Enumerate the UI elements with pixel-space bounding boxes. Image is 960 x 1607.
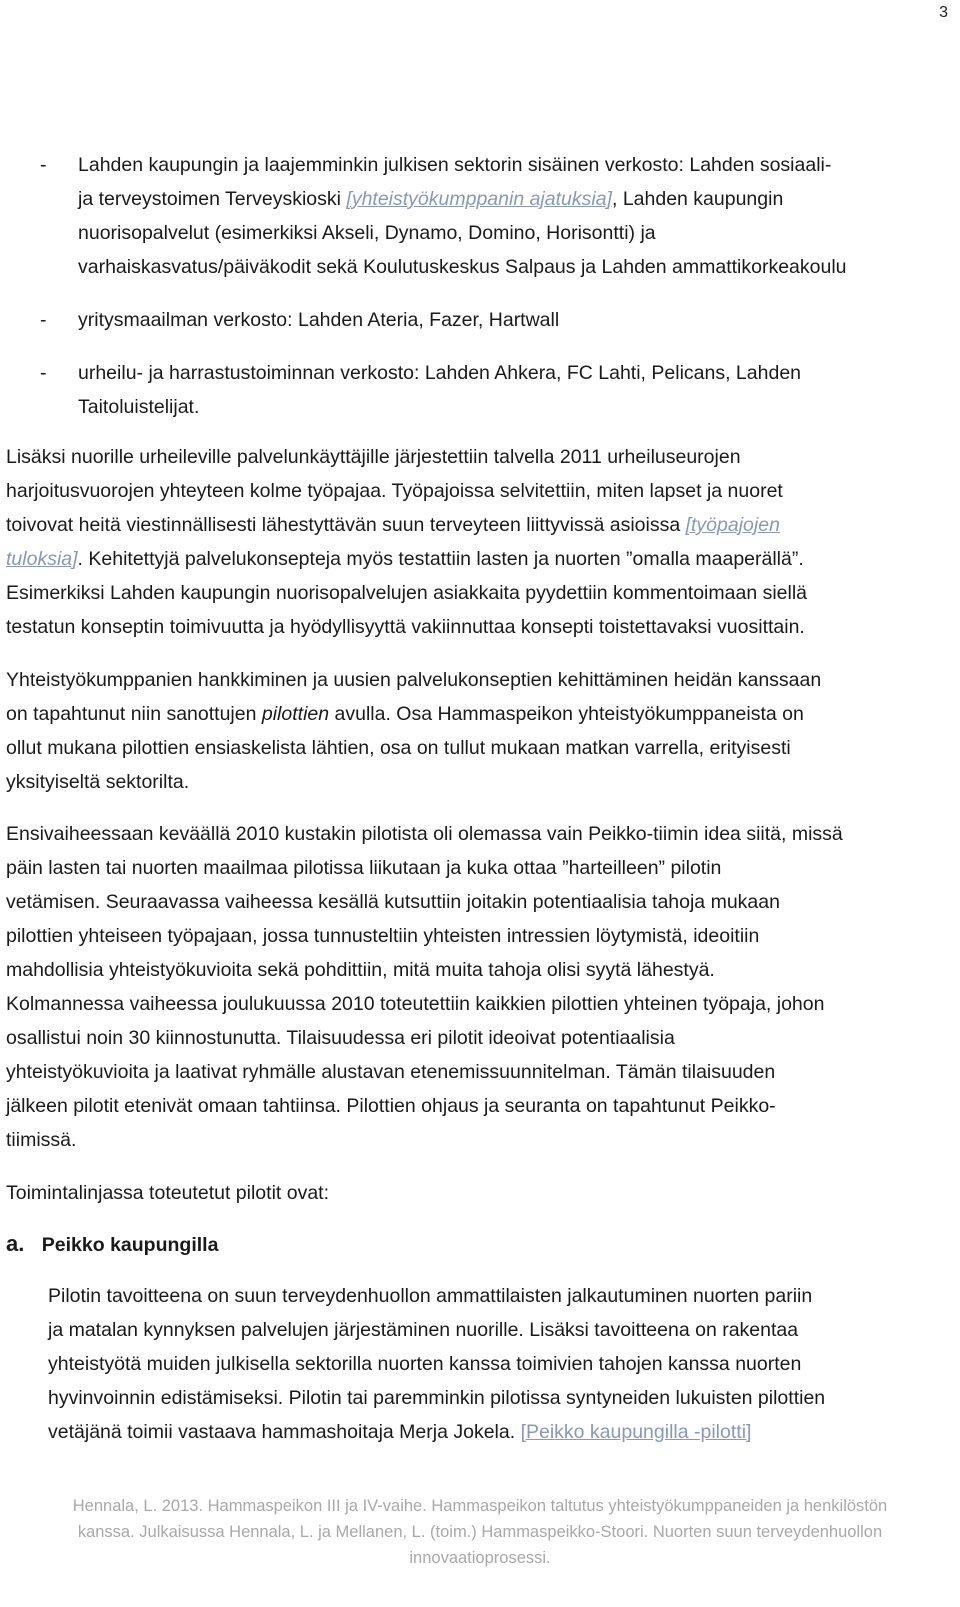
footer-line: Hennala, L. 2013. Hammaspeikon III ja IV-vaihe. Hammaspeikon taltutus yhteistyökumppaneiden ja henkilöstön xyxy=(72,1497,888,1515)
footer-citation xyxy=(0,1493,960,1571)
text-span: urheilu- ja harrastustoiminnan verkosto: Lahden Ahkera, FC Lahti, Pelicans, Lahden xyxy=(78,362,802,384)
text-span: pilottien yhteiseen työpajaan, jossa tunnusteltiin yhteisten intressien löytymistä, ideoitiin xyxy=(6,925,760,947)
bullet-dash: - xyxy=(40,309,47,331)
text-line xyxy=(6,1061,775,1084)
text-line xyxy=(6,514,780,537)
text-line xyxy=(78,216,656,250)
text-span: nuorisopalvelut (esimerkiksi Akseli, Dynamo, Domino, Horisontti) ja xyxy=(78,222,656,244)
bullet-dash: - xyxy=(40,154,47,176)
text-line xyxy=(6,1027,675,1050)
text-span: yritysmaailman verkosto: Lahden Ateria, Fazer, Hartwall xyxy=(78,309,560,331)
text-span: , Lahden kaupungin xyxy=(611,188,784,210)
text-span: yhteistyökuvioita ja laativat ryhmälle alustavan etenemissuunnitelman. Tämän tilaisuuden xyxy=(6,1061,776,1083)
text-line xyxy=(6,446,741,469)
text-span: päin lasten tai nuorten maailmaa pilotissa liikutaan ja kuka ottaa ”harteilleen” pilotin xyxy=(6,857,722,879)
text-line xyxy=(6,616,805,639)
text-line xyxy=(6,1182,329,1205)
text-span: Pilotin tavoitteena on suun terveydenhuollon ammattilaisten jalkautuminen nuorten pariin xyxy=(48,1285,813,1307)
text-line xyxy=(6,737,791,760)
text-line xyxy=(48,1353,801,1376)
text-line xyxy=(78,182,783,216)
text-line xyxy=(78,250,847,284)
section-letter: a. xyxy=(6,1231,25,1256)
link-peikko-kaupungilla-pilotti[interactable]: [Peikko kaupungilla -pilotti] xyxy=(520,1421,752,1443)
text-line xyxy=(78,148,831,182)
footer-line: kanssa. Julkaisussa Hennala, L. ja Mellanen, L. (toim.) Hammaspeikko-Stoori. Nuorten suun terveydenhuollon xyxy=(77,1523,883,1541)
text-span: ja terveystoimen Terveyskioski xyxy=(78,188,347,210)
text-span: ja matalan kynnyksen palvelujen järjestäminen nuorille. Lisäksi tavoitteena on rakentaa xyxy=(48,1319,799,1341)
text-span: Taitoluistelijat. xyxy=(78,396,200,418)
text-line xyxy=(48,1319,798,1342)
text-span: Lisäksi nuorille urheileville palvelunkäyttäjille järjestettiin talvella 2011 urheiluseurojen xyxy=(6,446,741,468)
text-span: hyvinvoinnin edistämiseksi. Pilotin tai paremminkin pilotissa syntyneiden lukuisten pilottien xyxy=(48,1387,826,1409)
text-span: yhteistyötä muiden julkisella sektorilla nuorten kanssa toimivien tahojen kanssa nuorten xyxy=(48,1353,802,1375)
text-span: vetäjänä toimii vastaava hammashoitaja Merja Jokela. xyxy=(48,1421,521,1443)
text-line xyxy=(6,480,783,503)
text-span: tiimissä. xyxy=(6,1129,77,1151)
text-line xyxy=(6,548,804,571)
text-line xyxy=(6,857,721,880)
text-span: Esimerkiksi Lahden kaupungin nuorisopalvelujen asiakkaita pyydettiin kommentoimaan siellä xyxy=(6,582,808,604)
text-line xyxy=(48,1421,751,1444)
text-line xyxy=(48,1285,812,1308)
link-yhteistyokumppanin-ajatuksia[interactable]: [yhteistyökumppanin ajatuksia] xyxy=(346,188,612,210)
text-span: Toimintalinjassa toteutetut pilotit ovat: xyxy=(6,1182,330,1204)
footer-line: innovaatioprosessi. xyxy=(409,1549,551,1567)
text-line xyxy=(6,891,780,914)
text-line xyxy=(6,1095,776,1118)
text-line xyxy=(6,703,804,726)
text-line xyxy=(6,582,807,605)
text-line xyxy=(6,669,821,692)
text-span: osallistui noin 30 kiinnostunutta. Tilaisuudessa eri pilotit ideoivat potentiaalisia xyxy=(6,1027,675,1049)
emphasis-pilottien: pilottien xyxy=(261,703,330,725)
text-span: . Kehitettyjä palvelukonsepteja myös testattiin lasten ja nuorten ”omalla maaperällä”. xyxy=(77,548,804,570)
text-line xyxy=(48,1387,825,1410)
text-span: jälkeen pilotit etenivät omaan tahtiinsa. Pilottien ohjaus ja seuranta on tapahtunut Peikko- xyxy=(6,1095,776,1117)
section-title: Peikko kaupungilla xyxy=(41,1234,219,1256)
text-line xyxy=(78,303,559,337)
section-heading xyxy=(6,1231,218,1257)
text-line xyxy=(78,390,199,424)
page-number: 3 xyxy=(939,4,948,21)
text-span: Ensivaiheessaan keväällä 2010 kustakin pilotista oli olemassa vain Peikko-tiimin idea siitä, missä xyxy=(6,823,843,845)
text-span: yksityiseltä sektorilta. xyxy=(6,771,190,793)
text-span: harjoitusvuorojen yhteyteen kolme työpajaa. Työpajoissa selvitettiin, miten lapset ja nuoret xyxy=(6,480,783,502)
text-span: toivovat heitä viestinnällisesti lähestyttävän suun terveyteen liittyvissä asioissa xyxy=(6,514,686,536)
text-line xyxy=(6,1129,76,1152)
text-line xyxy=(6,993,824,1016)
text-line xyxy=(6,959,715,982)
text-span: Yhteistyökumppanien hankkiminen ja uusien palvelukonseptien kehittäminen heidän kanssaan xyxy=(6,669,822,691)
text-span: Kolmannessa vaiheessa joulukuussa 2010 toteutettiin kaikkien pilottien yhteinen työpaja, johon xyxy=(6,993,825,1015)
text-span: vetämisen. Seuraavassa vaiheessa kesällä kutsuttiin joitakin potentiaalisia tahoja mukaan xyxy=(6,891,780,913)
text-span: Lahden kaupungin ja laajemminkin julkisen sektorin sisäinen verkosto: Lahden sosiaali- xyxy=(78,154,832,176)
text-line xyxy=(6,823,843,846)
text-line xyxy=(6,771,189,794)
link-tyopajojen-tuloksia[interactable]: [työpajojen xyxy=(685,514,780,536)
text-span: ollut mukana pilottien ensiaskelista lähtien, osa on tullut mukaan matkan varrella, erityisesti xyxy=(6,737,791,759)
text-span: avulla. Osa Hammaspeikon yhteistyökumppaneista on xyxy=(329,703,804,725)
text-span: varhaiskasvatus/päiväkodit sekä Koulutuskeskus Salpaus ja Lahden ammattikorkeakoulu xyxy=(78,256,847,278)
text-line xyxy=(78,356,801,390)
bullet-dash: - xyxy=(40,362,47,384)
text-span: testatun konseptin toimivuutta ja hyödyllisyyttä vakiinnuttaa konsepti toistettavaksi vuosittain. xyxy=(6,616,805,638)
link-tyopajojen-tuloksia[interactable]: tuloksia] xyxy=(6,548,78,570)
text-line xyxy=(6,925,759,948)
text-span: on tapahtunut niin sanottujen xyxy=(6,703,262,725)
text-span: mahdollisia yhteistyökuvioita sekä pohdittiin, mitä muita tahoja olisi syytä lähestyä. xyxy=(6,959,715,981)
